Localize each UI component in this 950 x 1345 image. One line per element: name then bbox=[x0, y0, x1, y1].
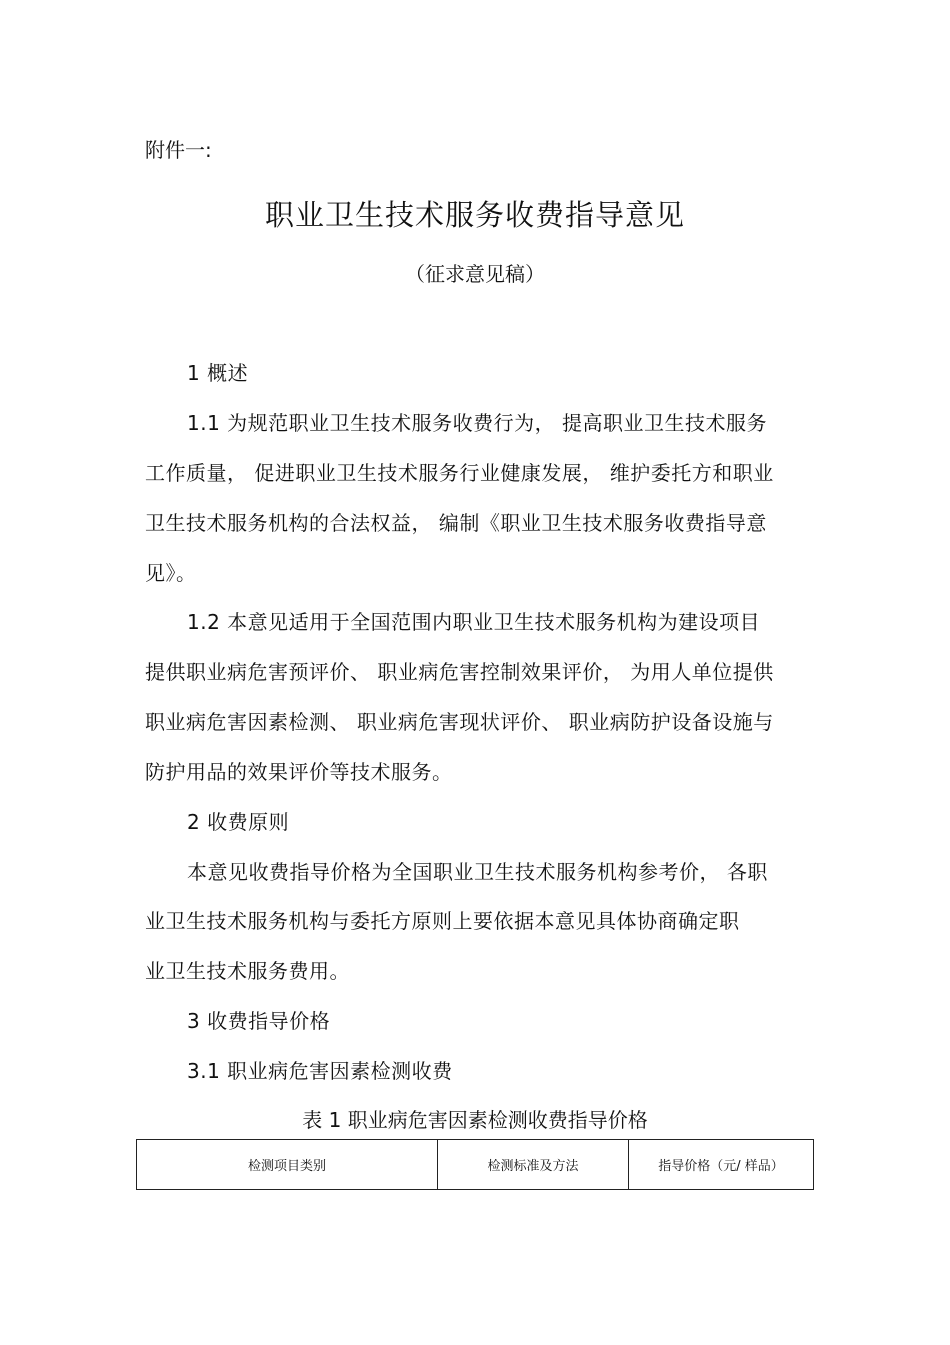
section-heading-overview: 1 概述 bbox=[187, 361, 249, 385]
section-heading-prices: 3 收费指导价格 bbox=[187, 1009, 331, 1033]
paragraph-line: 1.2 本意见适用于全国范围内职业卫生技术服务机构为建设项目 bbox=[187, 610, 761, 634]
paragraph-line: 工作质量， 促进职业卫生技术服务行业健康发展， 维护委托方和职业 bbox=[145, 461, 774, 485]
paragraph-line: 见》。 bbox=[145, 561, 197, 585]
table-caption: 表 1 职业病危害因素检测收费指导价格 bbox=[302, 1108, 648, 1132]
table-header-method: 检测标准及方法 bbox=[438, 1140, 629, 1190]
price-table bbox=[136, 1139, 814, 1190]
document-title: 职业卫生技术服务收费指导意见 bbox=[264, 198, 685, 232]
table-header-price: 指导价格（元/ 样品） bbox=[629, 1140, 814, 1190]
paragraph-line: 业卫生技术服务机构与委托方原则上要依据本意见具体协商确定职 bbox=[145, 909, 740, 933]
paragraph-line: 本意见收费指导价格为全国职业卫生技术服务机构参考价， 各职 bbox=[187, 860, 768, 884]
subsection-heading-detection-fees: 3.1 职业病危害因素检测收费 bbox=[187, 1059, 453, 1083]
paragraph-line: 职业病危害因素检测、 职业病危害现状评价、 职业病防护设备设施与 bbox=[145, 710, 774, 734]
paragraph-line: 业卫生技术服务费用。 bbox=[145, 959, 350, 983]
paragraph-line: 卫生技术服务机构的合法权益， 编制《职业卫生技术服务收费指导意 bbox=[145, 511, 767, 535]
section-heading-principles: 2 收费原则 bbox=[187, 810, 290, 834]
document-subtitle: （征求意见稿） bbox=[405, 262, 545, 286]
paragraph-line: 1.1 为规范职业卫生技术服务收费行为， 提高职业卫生技术服务 bbox=[187, 411, 768, 435]
paragraph-line: 提供职业病危害预评价、 职业病危害控制效果评价， 为用人单位提供 bbox=[145, 660, 774, 684]
table-header-category: 检测项目类别 bbox=[137, 1140, 438, 1190]
paragraph-line: 防护用品的效果评价等技术服务。 bbox=[145, 760, 453, 784]
table-header-row bbox=[137, 1140, 814, 1190]
attachment-label: 附件一: bbox=[145, 138, 212, 162]
